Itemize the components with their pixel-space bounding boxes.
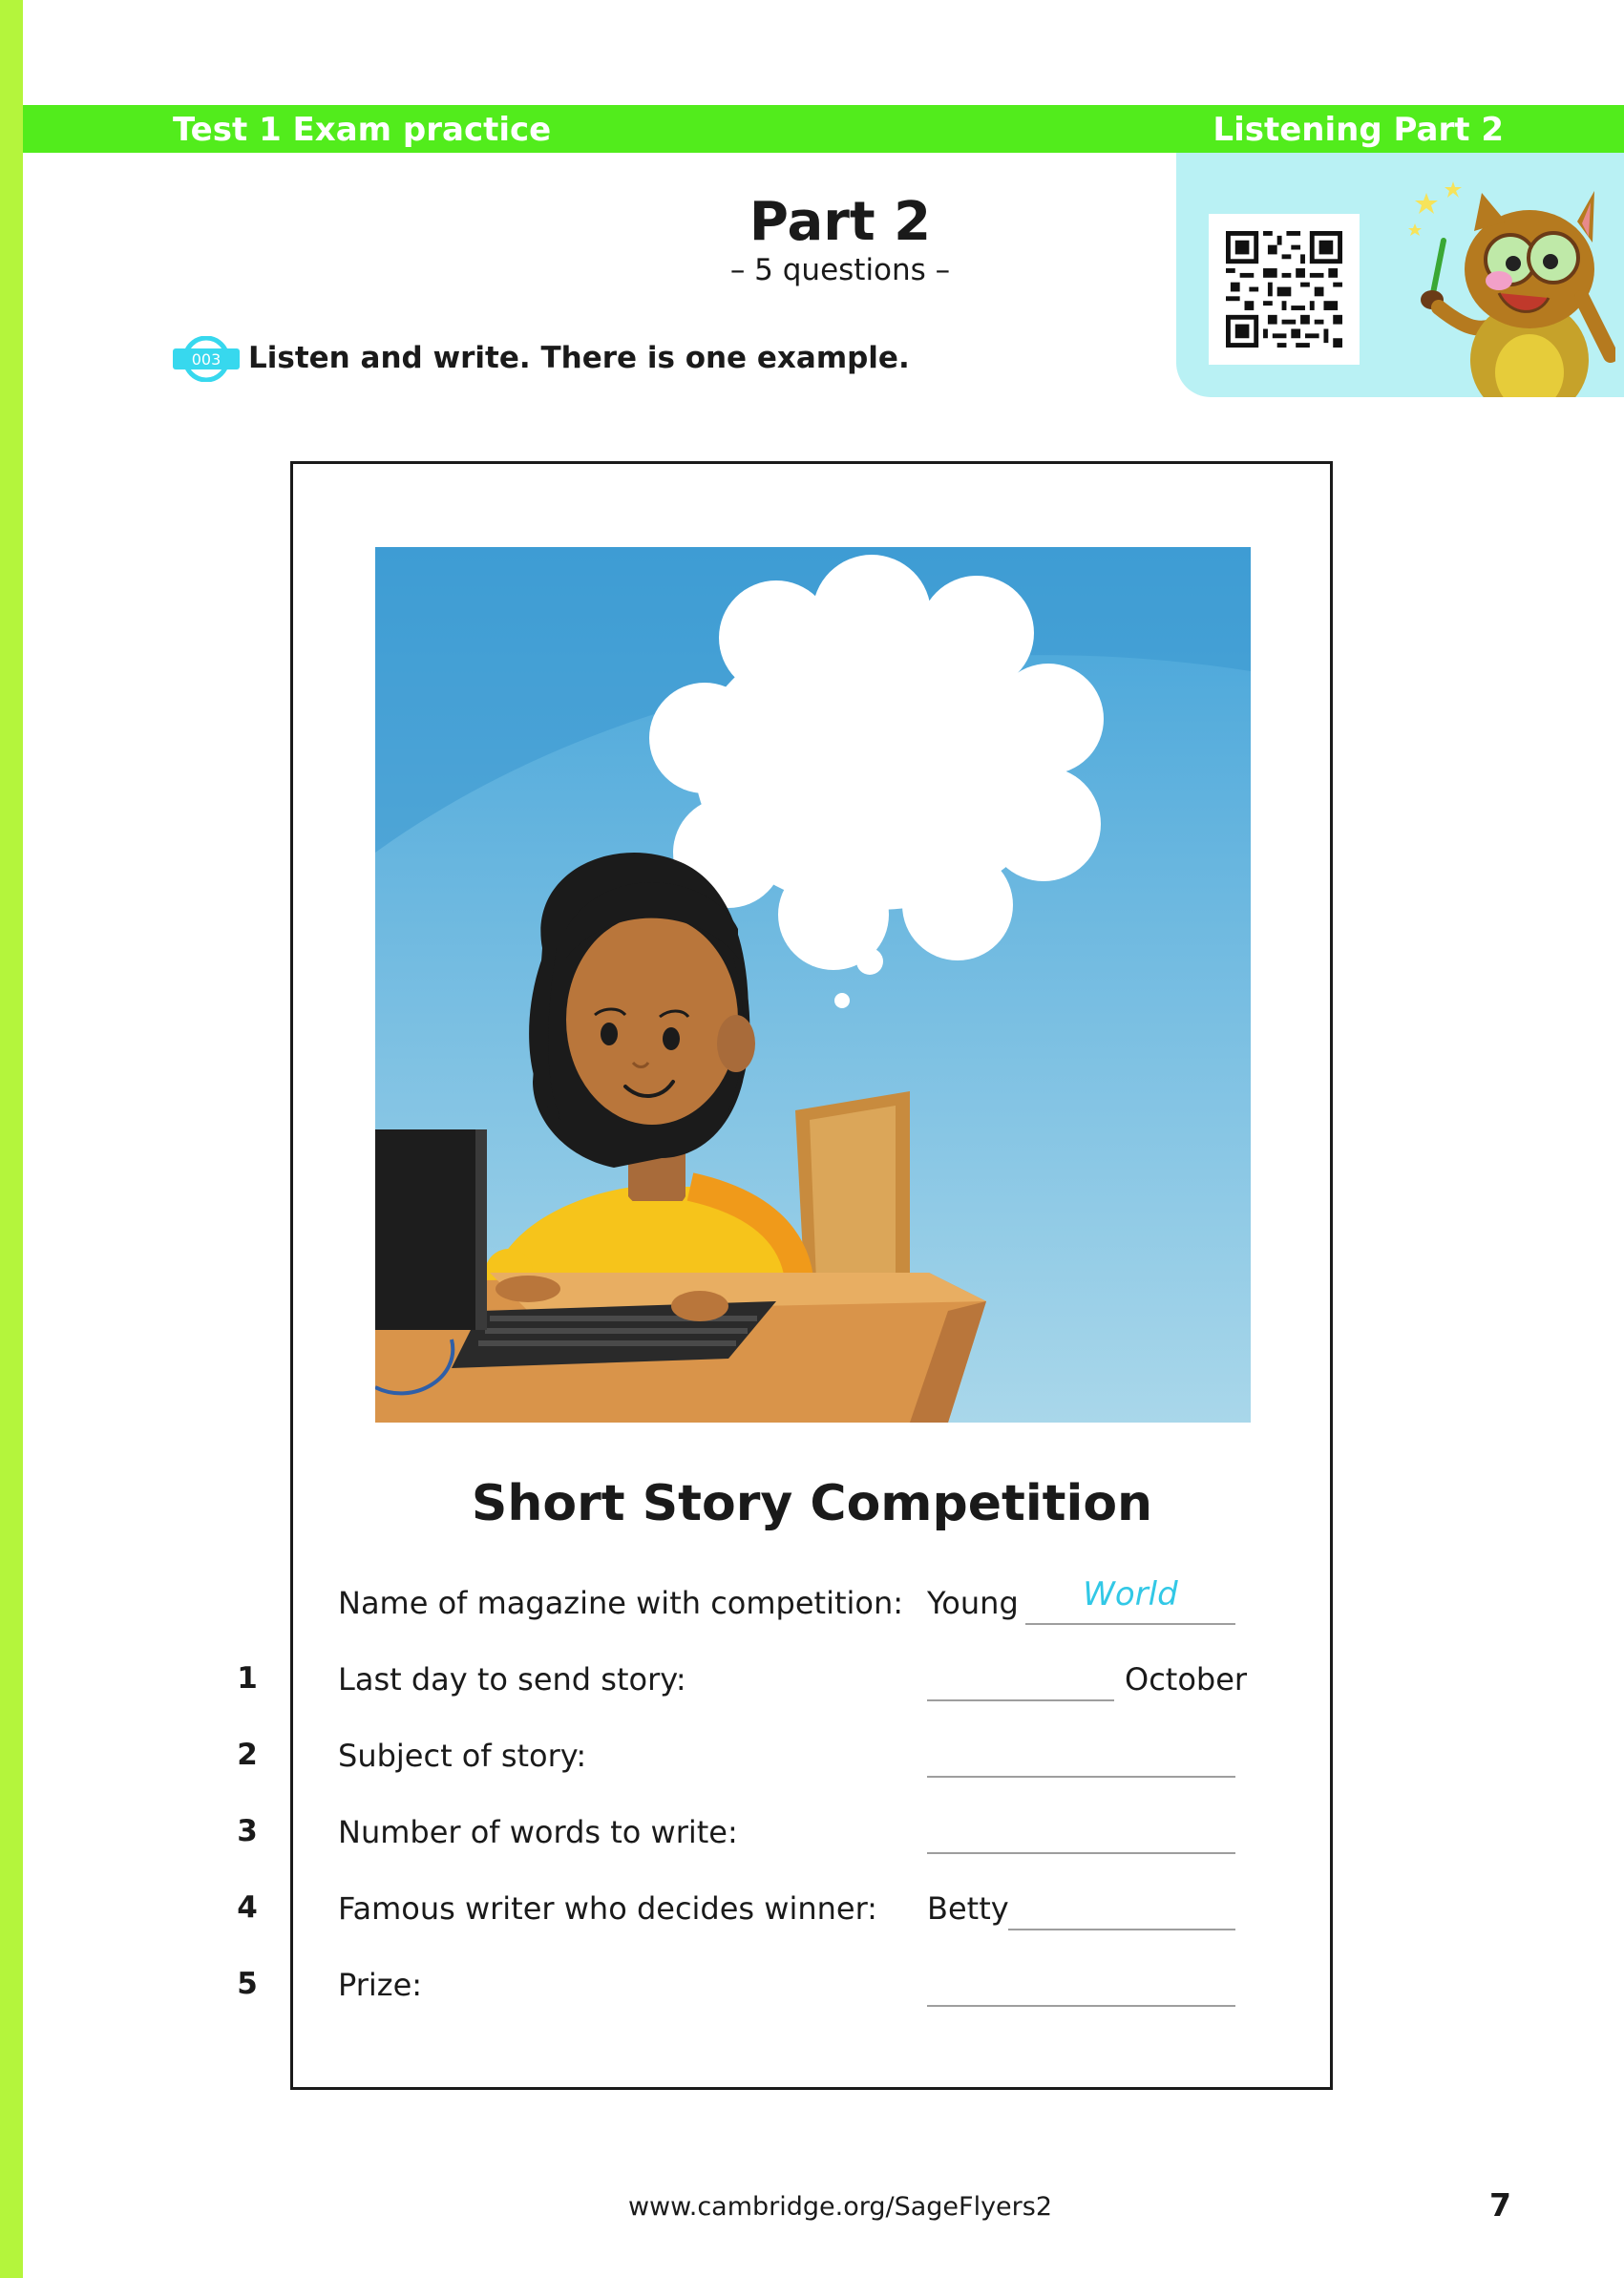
question-label: Famous writer who decides winner:: [338, 1890, 877, 1927]
footer-url[interactable]: www.cambridge.org/SageFlyers2: [627, 2192, 1053, 2222]
audio-track-icon[interactable]: [173, 336, 240, 386]
question-number: 4: [237, 1890, 258, 1925]
question-label: Prize:: [338, 1967, 423, 2003]
page-number: 7: [1489, 2186, 1511, 2224]
girl-at-computer-illustration: [375, 547, 1251, 1423]
answer-line-3[interactable]: [927, 1852, 1235, 1854]
example-row: [0, 1575, 1624, 1633]
example-answer: World: [1083, 1575, 1178, 1614]
question-number: 5: [237, 1967, 258, 2001]
example-prefix: Young: [927, 1585, 1019, 1621]
answer-line-1[interactable]: [927, 1699, 1114, 1701]
answer-line-4[interactable]: [1008, 1929, 1235, 1930]
question-label: Subject of story:: [338, 1738, 587, 1774]
audio-track-badge: [173, 336, 240, 382]
answer-line-2[interactable]: [927, 1776, 1235, 1778]
header-bar: [23, 105, 1624, 153]
question-row-4: [0, 1881, 1624, 1938]
instruction-text: Listen and write. There is one example.: [248, 341, 910, 375]
card-title: Short Story Competition: [471, 1475, 1153, 1532]
part-title: Part 2: [749, 191, 932, 253]
question-prefix: Betty: [927, 1890, 1009, 1927]
question-row-3: [0, 1804, 1624, 1862]
question-row-2: [0, 1728, 1624, 1785]
question-number: 3: [237, 1814, 258, 1848]
question-row-1: [0, 1652, 1624, 1709]
example-answer-line: [1025, 1623, 1235, 1625]
question-number: 2: [237, 1738, 258, 1772]
header-section-title: Test 1 Exam practice: [173, 111, 552, 149]
question-number: 1: [237, 1661, 258, 1696]
part-subtitle: – 5 questions –: [729, 253, 951, 287]
audio-track-number: 003: [191, 350, 221, 369]
question-label: Number of words to write:: [338, 1814, 738, 1850]
example-label: Name of magazine with competition:: [338, 1585, 904, 1621]
header-part-title: Listening Part 2: [1213, 111, 1504, 149]
question-suffix: October: [1125, 1661, 1248, 1698]
answer-line-5[interactable]: [927, 2005, 1235, 2007]
question-row-5: [0, 1957, 1624, 2014]
question-label: Last day to send story:: [338, 1661, 686, 1698]
